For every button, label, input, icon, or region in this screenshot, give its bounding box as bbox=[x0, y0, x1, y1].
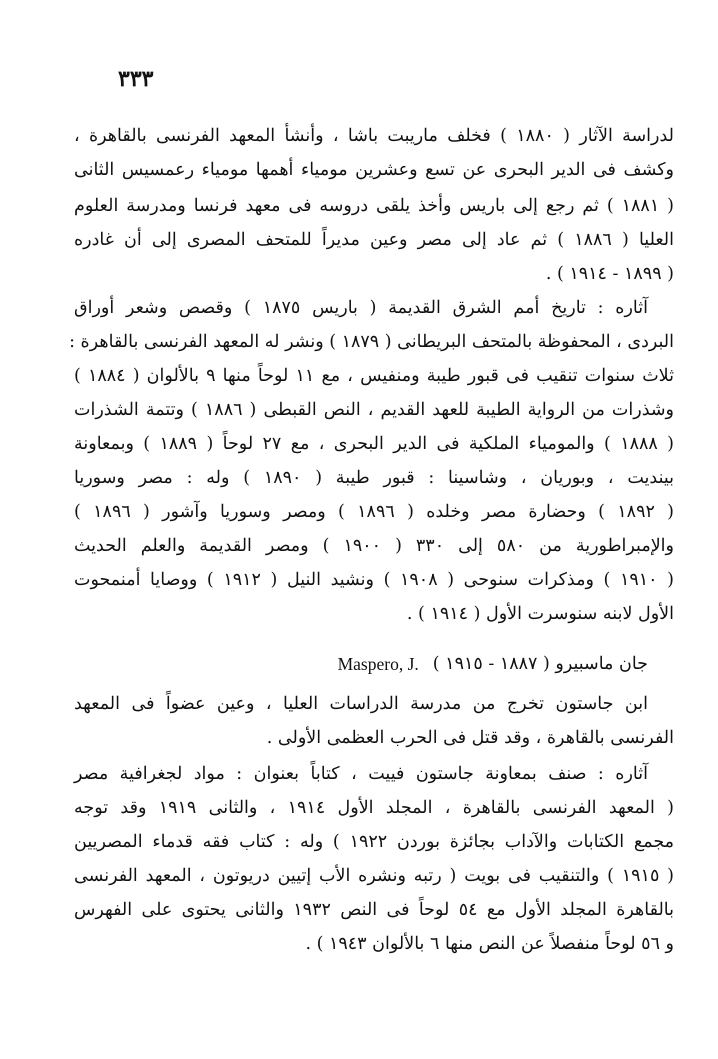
text-line: والإمبراطورية من ٥٨٠ إلى ٣٣٠ ( ١٩٠٠ ) ومصر القديمة والعلم الحديث bbox=[74, 536, 674, 556]
text-line: ( ١٨٩٩ - ١٩١٤ ) . bbox=[545, 264, 674, 284]
text-line: ( ١٩١٠ ) ومذكرات سنوحى ( ١٩٠٨ ) ونشيد النيل ( ١٩١٢ ) ووصايا أمنمحوت bbox=[74, 570, 674, 590]
text-line: ( ١٨٩٢ ) وحضارة مصر وخلده ( ١٨٩٦ ) ومصر وسوريا وآشور ( ١٨٩٦ ) bbox=[74, 502, 675, 522]
text-line: الأول لابنه سنوسرت الأول ( ١٩١٤ ) . bbox=[406, 604, 674, 624]
text-line: الفرنسى بالقاهرة ، وقد قتل فى الحرب العظمى الأولى . bbox=[266, 728, 674, 748]
text-line: لدراسة الآثار ( ١٨٨٠ ) فخلف ماريبت باشا ، وأنشأ المعهد الفرنسى بالقاهرة ، bbox=[74, 126, 675, 146]
heading-arabic-name: جان ماسبيرو ( ١٨٨٧ - ١٩١٥ ) bbox=[432, 654, 648, 674]
heading-latin-name: Maspero, J. bbox=[337, 654, 419, 674]
text-line: وكشف فى الدير البحرى عن تسع وعشرين مومياء أهمها مومياء رعمسيس الثانى bbox=[74, 160, 674, 180]
text-line: البردى ، المحفوظة بالمتحف البريطانى ( ١٨٧٩ ) ونشر له المعهد الفرنسى بالقاهرة : bbox=[69, 332, 674, 352]
text-line: مجمع الكتابات والآداب بجائزة بوردن ١٩٢٢ ) وله : كتاب فقه قدماء المصريين bbox=[74, 832, 675, 852]
text-line: العليا ( ١٨٨٦ ) ثم عاد إلى مصر وعين مديراً للمتحف المصرى إلى أن غادره bbox=[74, 230, 675, 250]
text-line: ( ١٨٨١ ) ثم رجع إلى باريس وأخذ يلقى دروسه فى معهد فرنسا ومدرسة العلوم bbox=[74, 196, 675, 216]
text-line: وشذرات من الرواية الطيبة للعهد القديم ، النص القبطى ( ١٨٨٦ ) وتتمة الشذرات bbox=[74, 400, 674, 420]
text-line: ( ١٨٨٨ ) والمومياء الملكية فى الدير البحرى ، مع ٢٧ لوحاً ( ١٨٨٩ ) وبمعاونة bbox=[74, 434, 674, 454]
text-line: ( المعهد الفرنسى بالقاهرة ، المجلد الأول ١٩١٤ ، والثانى ١٩١٩ وقد توجه bbox=[74, 798, 674, 818]
text-line: ( ١٩١٥ ) والتنقيب فى بويت ( رتبه ونشره الأب إتيين دريوتون ، المعهد الفرنسى bbox=[74, 866, 675, 886]
text-line: و ٥٦ لوحاً منفصلاً عن النص منها ٦ بالألوان ١٩٤٣ ) . bbox=[305, 934, 674, 954]
text-line: آثاره : صنف بمعاونة جاستون فييت ، كتاباً بعنوان : مواد لجغرافية مصر bbox=[74, 764, 648, 784]
entry-heading bbox=[88, 652, 648, 678]
text-line: آثاره : تاريخ أمم الشرق القديمة ( باريس ١٨٧٥ ) وقصص وشعر أوراق bbox=[74, 298, 648, 318]
text-line: ثلاث سنوات تنقيب فى قبور طيبة ومنفيس ، مع ١١ لوحاً منها ٩ بالألوان ( ١٨٨٤ ) bbox=[74, 366, 674, 386]
text-line: بالقاهرة المجلد الأول مع ٥٤ لوحاً فى النص ١٩٣٢ والثانى يحتوى على الفهرس bbox=[74, 900, 674, 920]
page-number: ٣٣٣ bbox=[118, 66, 154, 92]
text-line: بينديت ، وبوريان ، وشاسينا : قبور طيبة ( ١٨٩٠ ) وله : مصر وسوريا bbox=[74, 468, 675, 488]
text-line: ابن جاستون تخرج من مدرسة الدراسات العليا ، وعين عضواً فى المعهد bbox=[74, 694, 648, 714]
